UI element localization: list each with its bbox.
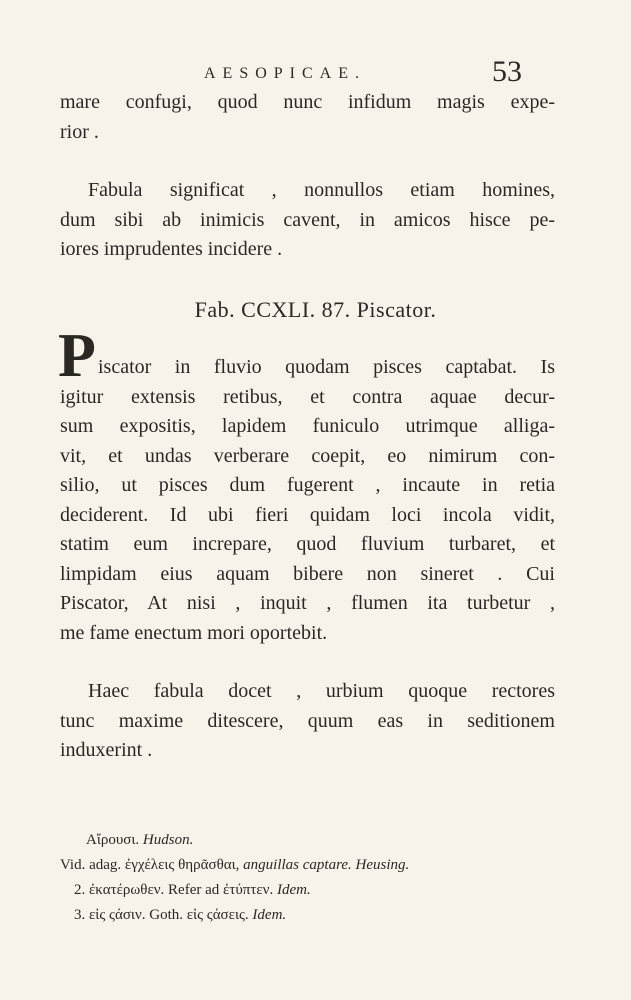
paragraph-continuation	[60, 88, 555, 147]
text-line: mare confugi, quod nunc infidum magis expe-	[60, 91, 555, 113]
text-line: limpidam eius aquam bibere non sineret . Cui	[60, 562, 555, 585]
fable-text	[60, 353, 555, 648]
text-line: induxerint .	[60, 739, 153, 761]
paragraph-moral	[60, 677, 555, 766]
footnote-ref: Idem.	[252, 907, 287, 923]
text-line: igitur extensis retibus, et contra aquae decur-	[60, 385, 555, 408]
footnote-1	[86, 828, 556, 853]
footnote-ref: Idem.	[276, 882, 311, 898]
footnote-ref: Heusing.	[355, 857, 410, 873]
footnote-4	[74, 903, 556, 928]
footnote-greek: ἐτύπτεν.	[223, 882, 274, 898]
running-title: AESOPICAE.	[204, 65, 367, 82]
footnote-ref: Hudson.	[142, 832, 194, 848]
text-line: rior .	[60, 120, 99, 143]
footnote-number: 3.	[74, 907, 86, 923]
text-line: sum expositis, lapidem funiculo utrimque alliga-	[60, 415, 555, 437]
footnote-3	[74, 878, 556, 903]
text-line: Haec fabula docet , urbium quoque rectores	[88, 680, 555, 702]
footnotes	[60, 828, 556, 928]
text-line: dum sibi ab inimicis cavent, in amicos hisce pe-	[60, 208, 555, 231]
text-line: tunc maxime ditescere, quum eas in seditionem	[60, 709, 555, 732]
text-line: vit, et undas verberare coepit, eo nimirum con-	[60, 444, 555, 467]
footnote-latin: anguillas captare.	[243, 857, 352, 873]
text-line: Piscator, At nisi , inquit , flumen ita turbetur ,	[60, 592, 555, 614]
footnote-label: Vid. adag.	[60, 857, 122, 873]
text-line: deciderent. Id ubi fieri quidam loci incola vidit,	[60, 503, 555, 526]
fable-title: Fab. CCXLI. 87. Piscator.	[194, 297, 437, 322]
footnote-greek: ἐκατέρωθεν.	[89, 882, 165, 898]
drop-cap: P	[58, 322, 96, 390]
footnote-number: 2.	[74, 882, 86, 898]
text-line: me fame enectum mori oportebit.	[60, 621, 328, 644]
footnote-text: Goth.	[149, 907, 183, 923]
footnote-text: Refer ad	[168, 882, 220, 898]
footnote-greek: Αἴρουσι.	[86, 832, 140, 848]
text-line: silio, ut pisces dum fugerent , incaute in retia	[60, 474, 555, 496]
text-line: statim eum increpare, quod fluvium turbaret, et	[60, 533, 555, 555]
footnote-greek: εἰς ςάσεις.	[186, 907, 249, 923]
paragraph-significat	[60, 176, 555, 265]
text-line: Fabula significat , nonnullos etiam homines,	[88, 179, 555, 201]
text-line: iores imprudentes incidere .	[60, 238, 283, 260]
page-number: 53	[492, 55, 522, 88]
footnote-greek: εἰς ςάσιν.	[89, 907, 146, 923]
text-line: iscator in fluvio quodam pisces captabat. Is	[98, 356, 555, 378]
footnote-2	[60, 853, 556, 878]
footnote-greek: ἐγχέλεις θηρᾶσθαι,	[124, 857, 240, 873]
